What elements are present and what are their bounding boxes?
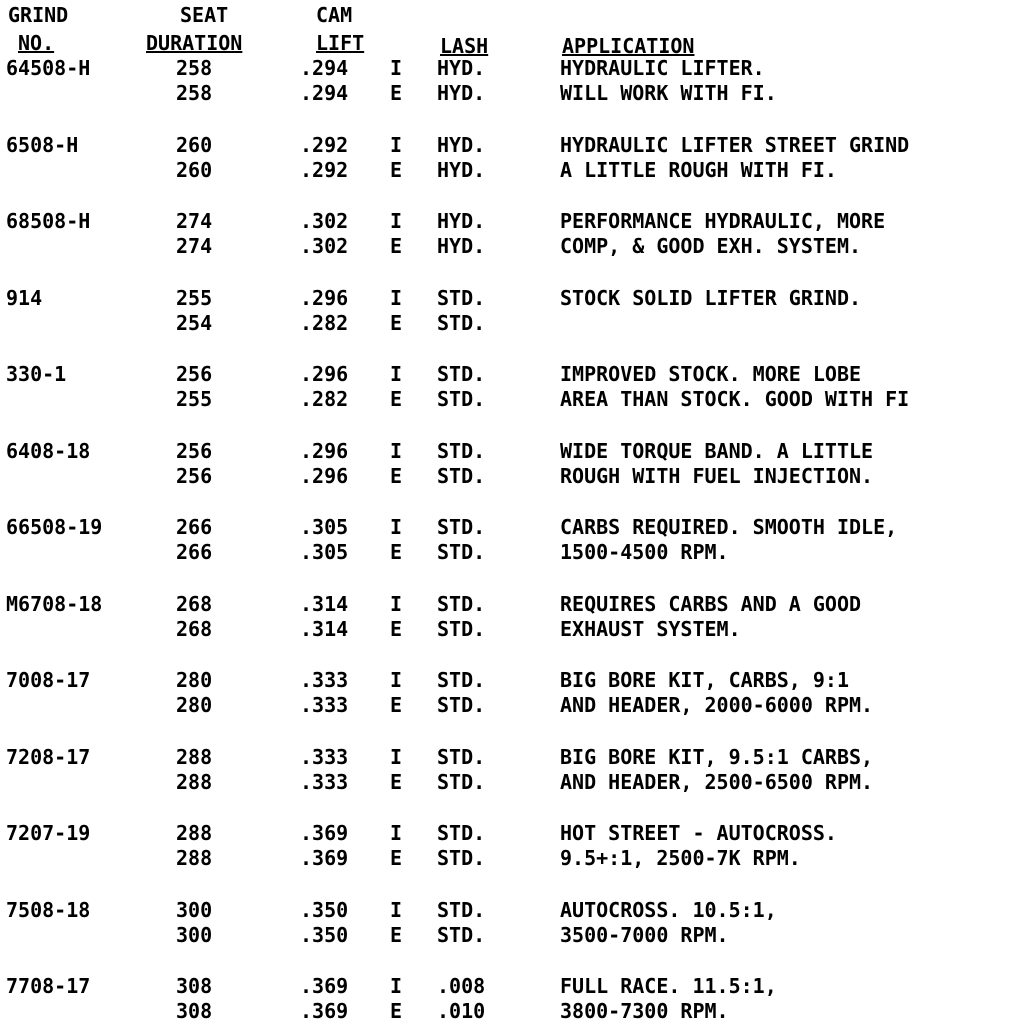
application-cell: WILL WORK WITH FI. xyxy=(560,81,777,105)
duration-cell: 256 xyxy=(176,362,213,386)
lash-cell: HYD. xyxy=(437,234,486,258)
lift-cell: .296 xyxy=(300,438,349,463)
lift-cell: .292 xyxy=(300,132,349,157)
duration-cell: 256 xyxy=(176,438,213,463)
lash-cell: .010 xyxy=(437,999,486,1023)
application-cell: BIG BORE KIT, 9.5:1 CARBS, xyxy=(560,744,874,769)
application-cell: REQUIRES CARBS AND A GOOD xyxy=(560,591,862,616)
grind-header-line2: NO. xyxy=(18,31,55,55)
application-cell: STOCK SOLID LIFTER GRIND. xyxy=(560,285,862,310)
lift-cell: .294 xyxy=(300,81,349,105)
application-cell: ROUGH WITH FUEL INJECTION. xyxy=(560,463,874,488)
duration-cell: 258 xyxy=(176,56,213,80)
lash-cell: STD. xyxy=(437,846,486,870)
lift-cell: .369 xyxy=(300,846,349,870)
valve-cell: E xyxy=(390,922,403,947)
duration-cell: 308 xyxy=(176,999,213,1023)
lift-cell: .305 xyxy=(300,515,349,539)
valve-cell: E xyxy=(390,540,403,564)
valve-cell: I xyxy=(390,438,403,463)
application-cell: A LITTLE ROUGH WITH FI. xyxy=(560,157,837,182)
lift-cell: .333 xyxy=(300,744,349,769)
duration-cell: 300 xyxy=(176,922,213,947)
duration-cell: 255 xyxy=(176,285,213,310)
valve-cell: I xyxy=(390,515,403,539)
valve-cell: E xyxy=(390,157,403,182)
application-cell: 1500-4500 RPM. xyxy=(560,540,729,564)
lash-header: LASH xyxy=(440,34,489,58)
lash-cell: .008 xyxy=(437,974,486,998)
valve-cell: I xyxy=(390,209,403,233)
application-cell: EXHAUST SYSTEM. xyxy=(560,616,741,641)
duration-cell: 266 xyxy=(176,540,213,564)
valve-cell: E xyxy=(390,387,403,411)
lift-header-line1: CAM xyxy=(316,3,353,27)
application-cell: COMP, & GOOD EXH. SYSTEM. xyxy=(560,234,862,258)
duration-cell: 268 xyxy=(176,591,213,616)
duration-cell: 268 xyxy=(176,616,213,641)
lift-cell: .294 xyxy=(300,56,349,80)
lash-cell: STD. xyxy=(437,463,486,488)
valve-cell: I xyxy=(390,56,403,80)
lash-cell: STD. xyxy=(437,310,486,335)
lift-cell: .333 xyxy=(300,693,349,717)
duration-header-line2: DURATION xyxy=(146,31,243,55)
lift-cell: .302 xyxy=(300,209,349,233)
lash-cell: STD. xyxy=(437,693,486,717)
valve-cell: I xyxy=(390,132,403,157)
grind-number: 330-1 xyxy=(6,362,67,386)
lift-header-line2: LIFT xyxy=(316,31,365,55)
application-cell: 9.5+:1, 2500-7K RPM. xyxy=(560,846,801,870)
application-cell: 3500-7000 RPM. xyxy=(560,922,729,947)
lash-cell: STD. xyxy=(437,821,486,845)
duration-cell: 260 xyxy=(176,157,213,182)
grind-number: 7508-18 xyxy=(6,897,91,922)
valve-cell: E xyxy=(390,999,403,1023)
grind-number: 64508-H xyxy=(6,56,91,80)
application-cell: CARBS REQUIRED. SMOOTH IDLE, xyxy=(560,515,898,539)
lash-cell: STD. xyxy=(437,591,486,616)
application-cell: AREA THAN STOCK. GOOD WITH FI xyxy=(560,387,910,411)
grind-number: 66508-19 xyxy=(6,515,103,539)
grind-number: M6708-18 xyxy=(6,591,103,616)
lash-cell: HYD. xyxy=(437,132,486,157)
lift-cell: .314 xyxy=(300,591,349,616)
valve-cell: E xyxy=(390,463,403,488)
grind-number: 7208-17 xyxy=(6,744,91,769)
valve-cell: I xyxy=(390,668,403,692)
valve-cell: I xyxy=(390,897,403,922)
lash-cell: STD. xyxy=(437,515,486,539)
duration-cell: 288 xyxy=(176,846,213,870)
valve-cell: E xyxy=(390,846,403,870)
grind-number: 7008-17 xyxy=(6,668,91,692)
valve-cell: I xyxy=(390,285,403,310)
lift-cell: .350 xyxy=(300,922,349,947)
lift-cell: .296 xyxy=(300,463,349,488)
valve-cell: E xyxy=(390,81,403,105)
application-cell: 3800-7300 RPM. xyxy=(560,999,729,1023)
application-cell: AND HEADER, 2000-6000 RPM. xyxy=(560,693,874,717)
application-cell: PERFORMANCE HYDRAULIC, MORE xyxy=(560,209,886,233)
lash-cell: HYD. xyxy=(437,56,486,80)
application-cell: HYDRAULIC LIFTER. xyxy=(560,56,765,80)
lift-cell: .296 xyxy=(300,285,349,310)
duration-cell: 280 xyxy=(176,668,213,692)
lash-cell: STD. xyxy=(437,540,486,564)
application-cell: AUTOCROSS. 10.5:1, xyxy=(560,897,777,922)
duration-cell: 288 xyxy=(176,769,213,794)
lift-cell: .350 xyxy=(300,897,349,922)
duration-cell: 266 xyxy=(176,515,213,539)
duration-cell: 274 xyxy=(176,209,213,233)
lift-cell: .369 xyxy=(300,999,349,1023)
valve-cell: E xyxy=(390,769,403,794)
duration-cell: 260 xyxy=(176,132,213,157)
lift-cell: .292 xyxy=(300,157,349,182)
grind-header-line1: GRIND xyxy=(8,3,69,27)
application-cell: AND HEADER, 2500-6500 RPM. xyxy=(560,769,874,794)
duration-header-line1: SEAT xyxy=(180,3,229,27)
duration-cell: 254 xyxy=(176,310,213,335)
duration-cell: 258 xyxy=(176,81,213,105)
application-header: APPLICATION xyxy=(562,34,695,58)
lash-cell: HYD. xyxy=(437,81,486,105)
duration-cell: 255 xyxy=(176,387,213,411)
lash-cell: STD. xyxy=(437,438,486,463)
lash-cell: HYD. xyxy=(437,157,486,182)
valve-cell: I xyxy=(390,591,403,616)
lash-cell: STD. xyxy=(437,362,486,386)
application-cell: HYDRAULIC LIFTER STREET GRIND xyxy=(560,132,910,157)
valve-cell: E xyxy=(390,310,403,335)
lift-cell: .282 xyxy=(300,387,349,411)
valve-cell: I xyxy=(390,974,403,998)
application-cell: IMPROVED STOCK. MORE LOBE xyxy=(560,362,862,386)
grind-number: 68508-H xyxy=(6,209,91,233)
application-cell: BIG BORE KIT, CARBS, 9:1 xyxy=(560,668,849,692)
grind-number: 7708-17 xyxy=(6,974,91,998)
duration-cell: 274 xyxy=(176,234,213,258)
valve-cell: E xyxy=(390,693,403,717)
application-cell: FULL RACE. 11.5:1, xyxy=(560,974,777,998)
duration-cell: 288 xyxy=(176,821,213,845)
duration-cell: 288 xyxy=(176,744,213,769)
lash-cell: STD. xyxy=(437,387,486,411)
lift-cell: .305 xyxy=(300,540,349,564)
valve-cell: E xyxy=(390,234,403,258)
lift-cell: .302 xyxy=(300,234,349,258)
duration-cell: 256 xyxy=(176,463,213,488)
lash-cell: STD. xyxy=(437,744,486,769)
lift-cell: .314 xyxy=(300,616,349,641)
valve-cell: I xyxy=(390,744,403,769)
application-cell: HOT STREET - AUTOCROSS. xyxy=(560,821,837,845)
lash-cell: STD. xyxy=(437,285,486,310)
lash-cell: STD. xyxy=(437,769,486,794)
duration-cell: 280 xyxy=(176,693,213,717)
lift-cell: .282 xyxy=(300,310,349,335)
lash-cell: STD. xyxy=(437,668,486,692)
lash-cell: STD. xyxy=(437,616,486,641)
grind-number: 914 xyxy=(6,285,43,310)
valve-cell: I xyxy=(390,821,403,845)
grind-number: 6508-H xyxy=(6,132,79,157)
lash-cell: HYD. xyxy=(437,209,486,233)
lift-cell: .333 xyxy=(300,668,349,692)
valve-cell: E xyxy=(390,616,403,641)
duration-cell: 308 xyxy=(176,974,213,998)
grind-number: 7207-19 xyxy=(6,821,91,845)
lash-cell: STD. xyxy=(437,922,486,947)
application-cell: WIDE TORQUE BAND. A LITTLE xyxy=(560,438,874,463)
duration-cell: 300 xyxy=(176,897,213,922)
lift-cell: .296 xyxy=(300,362,349,386)
lift-cell: .369 xyxy=(300,821,349,845)
grind-number: 6408-18 xyxy=(6,438,91,463)
lift-cell: .369 xyxy=(300,974,349,998)
valve-cell: I xyxy=(390,362,403,386)
lift-cell: .333 xyxy=(300,769,349,794)
lash-cell: STD. xyxy=(437,897,486,922)
